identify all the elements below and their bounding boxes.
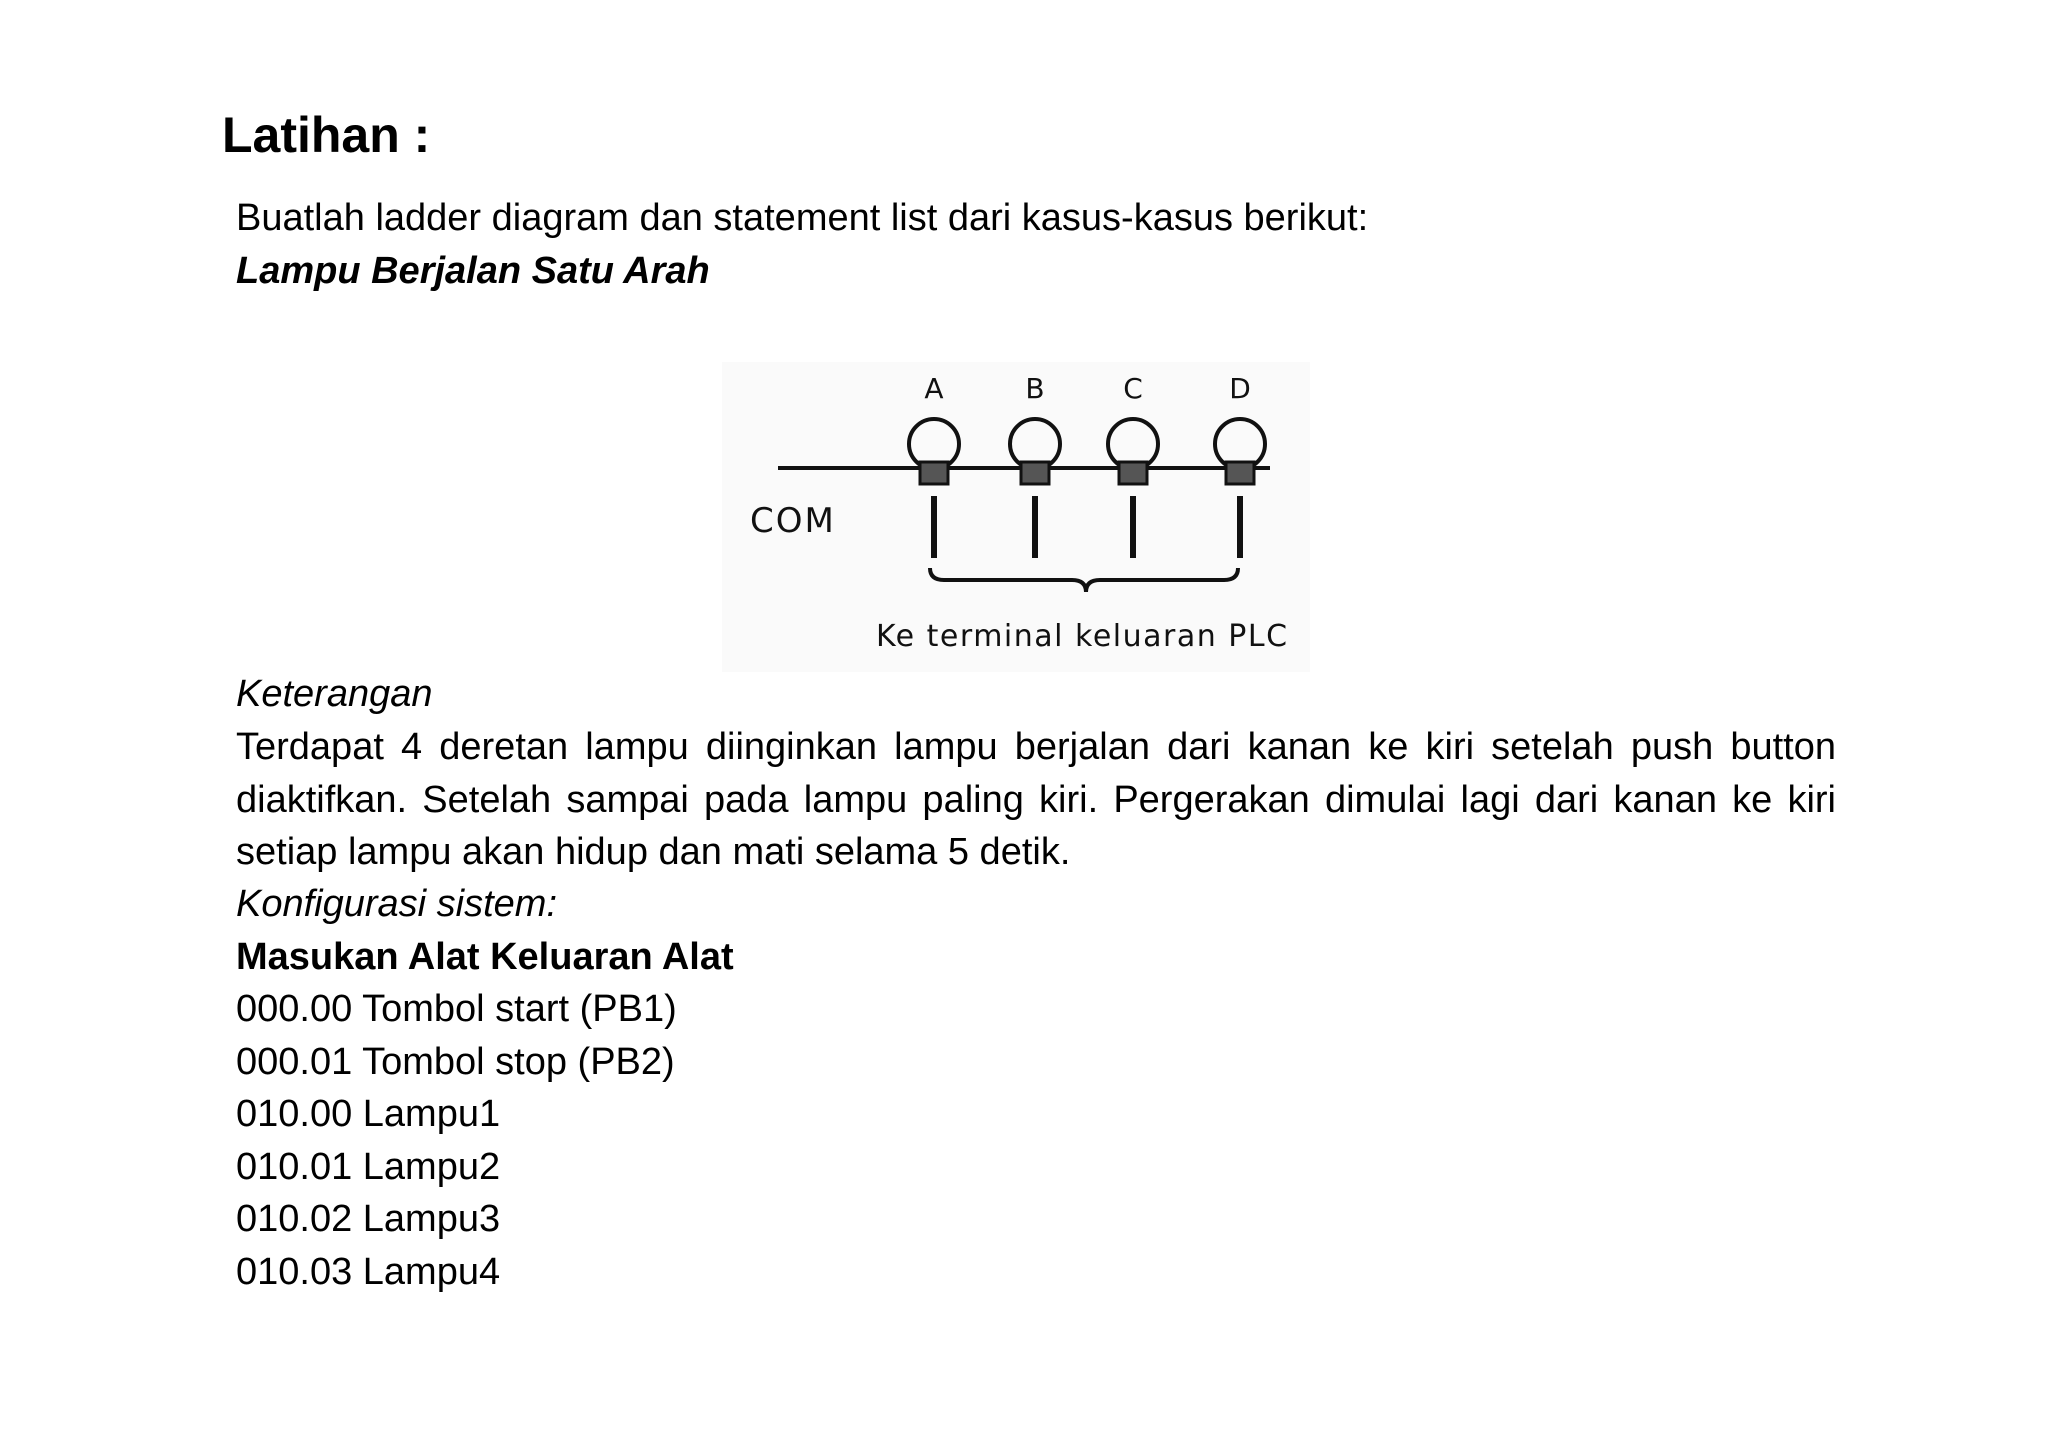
figure-caption: Ke terminal keluaran PLC [876,619,1289,654]
instruction-text: Buatlah ladder diagram dan statement list dari kasus-kasus berikut: [236,197,1369,239]
io-table-header: Masukan Alat Keluaran Alat [236,936,734,978]
io-item: 010.02 Lampu3 [236,1198,501,1240]
description-paragraph: Terdapat 4 deretan lampu diinginkan lampu berjalan dari kanan ke kiri setelah push button diaktifkan. Setelah sampai pada lampu paling kiri. Pergerakan dimulai lagi dari kanan ke kiri setiap lampu akan hidup dan mati selama 5 detik. [236,726,1836,873]
lamp-b-icon [1010,419,1060,558]
lamp-wiring-svg [722,362,1310,672]
com-label: COM [750,501,836,541]
lamp-wiring-figure [722,362,1310,672]
lamp-a-icon [909,419,959,558]
keterangan-label: Keterangan [236,673,433,715]
io-list [236,983,677,1298]
lamp-c-icon [1108,419,1158,558]
terminal-brace [930,568,1238,592]
lamp-label-d: D [1229,372,1251,405]
slide-title: Latihan : [222,107,431,163]
io-item: 010.00 Lampu1 [236,1093,501,1135]
io-item: 000.00 Tombol start (PB1) [236,988,677,1030]
io-item: 010.03 Lampu4 [236,1250,501,1293]
config-label: Konfigurasi sistem: [236,883,558,925]
lamp-label-a: A [924,372,944,405]
lamp-d-icon [1215,419,1265,558]
io-item: 010.01 Lampu2 [236,1145,501,1188]
case-title: Lampu Berjalan Satu Arah [236,250,710,292]
lamp-label-b: B [1025,372,1045,405]
io-item: 000.01 Tombol stop (PB2) [236,1040,675,1083]
lamp-label-c: C [1123,372,1143,405]
